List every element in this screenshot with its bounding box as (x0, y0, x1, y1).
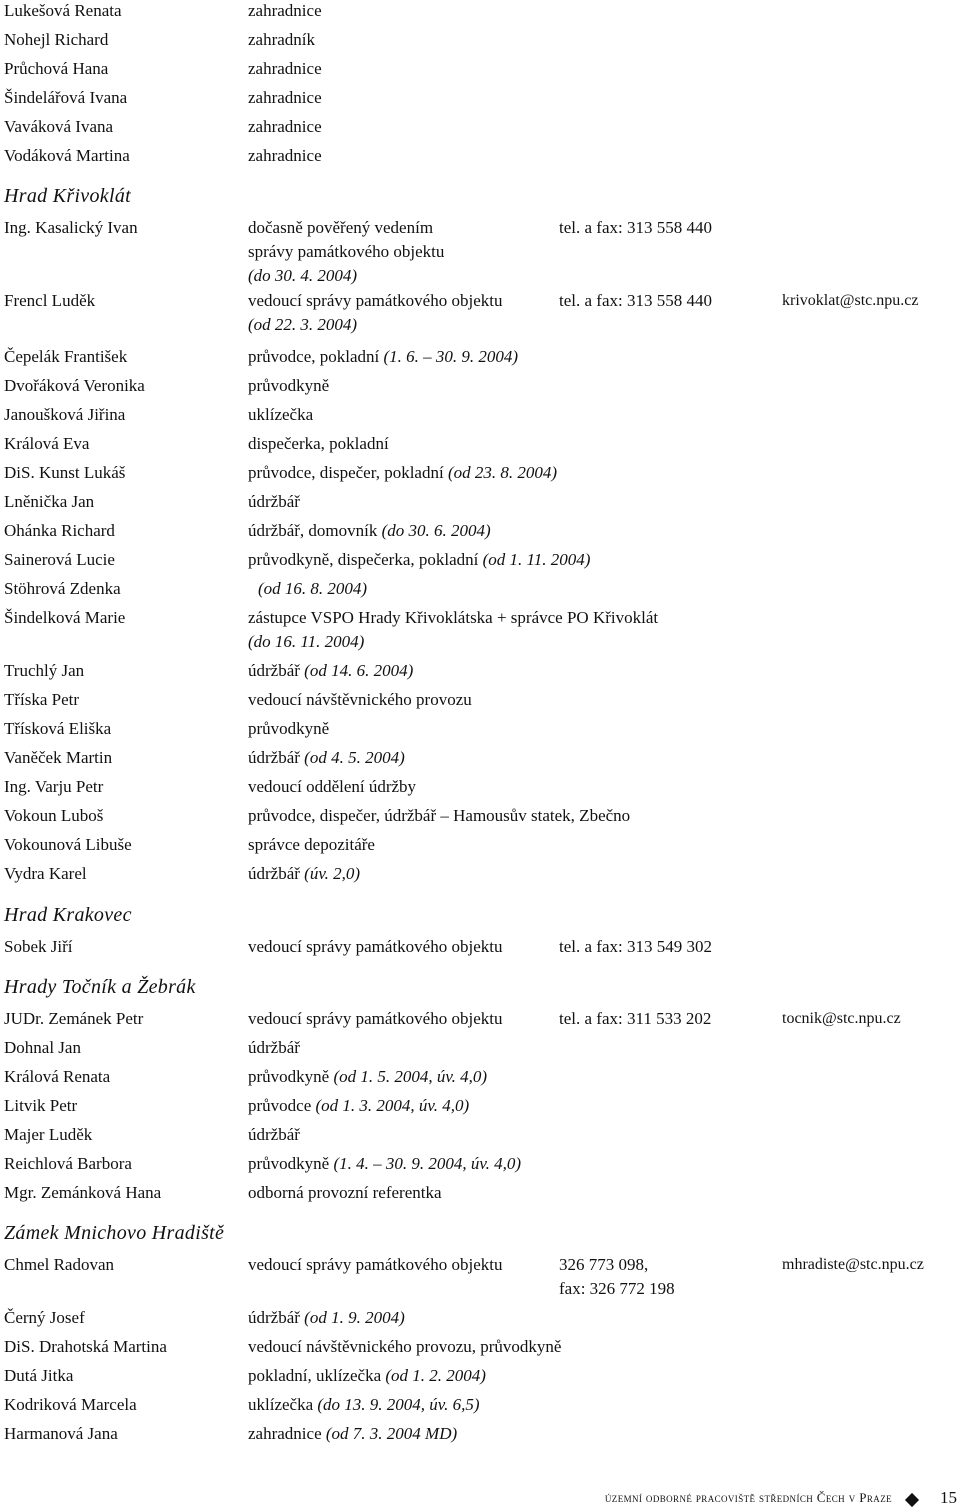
staff-name: Vodáková Martina (4, 146, 130, 165)
staff-name: Ing. Varju Petr (4, 777, 104, 796)
staff-note: (1. 4. – 30. 9. 2004, úv. 4,0) (333, 1154, 522, 1173)
staff-note: (od 1. 3. 2004, úv. 4,0) (315, 1096, 470, 1115)
staff-name: Králová Eva (4, 434, 90, 453)
staff-phone (559, 1254, 675, 1300)
staff-phone (559, 1008, 711, 1030)
staff-name: Dvořáková Veronika (4, 376, 145, 395)
staff-name: Dohnal Jan (4, 1038, 81, 1057)
staff-role-cell (248, 1423, 457, 1445)
staff-row (0, 0, 960, 22)
staff-row (0, 863, 960, 885)
staff-row (0, 290, 960, 334)
staff-name: Průchová Hana (4, 59, 109, 78)
staff-role: správce depozitáře (248, 835, 375, 854)
staff-role-cell (248, 549, 590, 571)
staff-role: zástupce VSPO Hrady Křivoklátska + správce PO Křivoklát (248, 608, 659, 627)
staff-name: Šindelková Marie (4, 608, 126, 627)
staff-note: (do 16. 11. 2004) (248, 632, 365, 651)
page-number: 15 (940, 1488, 957, 1507)
staff-row (0, 433, 960, 455)
staff-role: průvodkyně (248, 719, 330, 738)
staff-role: pokladní, uklízečka (248, 1366, 382, 1385)
staff-row (0, 660, 960, 682)
staff-role: průvodkyně (248, 376, 330, 395)
staff-name: DiS. Drahotská Martina (4, 1337, 167, 1356)
staff-role: údržbář (248, 661, 300, 680)
staff-role: vedoucí správy památkového objektu (248, 291, 503, 310)
staff-role: zahradnice (248, 1424, 322, 1443)
staff-role: údržbář (248, 492, 300, 511)
staff-role-cell (248, 58, 322, 80)
staff-role-cell (248, 145, 322, 167)
staff-role-cell (248, 1307, 405, 1329)
staff-role: průvodkyně, dispečerka, pokladní (248, 550, 479, 569)
staff-name: Nohejl Richard (4, 30, 109, 49)
staff-role: údržbář (248, 1125, 300, 1144)
staff-row (0, 1182, 960, 1204)
staff-role: odborná provozní referentka (248, 1183, 442, 1202)
staff-role-cell (248, 1153, 521, 1175)
staff-role-cell (248, 607, 658, 653)
staff-role: zahradník (248, 30, 316, 49)
staff-email[interactable]: krivoklat@stc.npu.cz (782, 292, 919, 309)
staff-row (0, 1254, 960, 1298)
staff-name: Mgr. Zemánková Hana (4, 1183, 162, 1202)
staff-row (0, 346, 960, 368)
staff-note: (do 30. 6. 2004) (381, 521, 491, 540)
staff-row (0, 936, 960, 958)
staff-role: údržbář, domovník (248, 521, 378, 540)
staff-note: (1. 6. – 30. 9. 2004) (383, 347, 519, 366)
staff-role-cell (248, 433, 389, 455)
staff-note: (od 16. 8. 2004) (258, 579, 368, 598)
staff-role: průvodkyně (248, 1154, 330, 1173)
staff-name: Lukešová Renata (4, 1, 122, 20)
staff-row (0, 776, 960, 798)
staff-role-cell (248, 375, 329, 397)
staff-role-cell (258, 578, 367, 600)
staff-name: Sainerová Lucie (4, 550, 115, 569)
staff-note: (do 13. 9. 2004, úv. 6,5) (317, 1395, 480, 1414)
staff-row (0, 834, 960, 856)
staff-note: (od 1. 11. 2004) (482, 550, 591, 569)
staff-name: Stöhrová Zdenka (4, 579, 121, 598)
staff-note: (od 1. 2. 2004) (385, 1366, 486, 1385)
staff-role-cell (248, 1066, 487, 1088)
staff-note: (od 14. 6. 2004) (304, 661, 414, 680)
phone-number: tel. a fax: 311 533 202 (559, 1009, 712, 1028)
staff-row (0, 375, 960, 397)
staff-role: průvodkyně (248, 1067, 330, 1086)
staff-name: Sobek Jiří (4, 937, 73, 956)
staff-note: (do 30. 4. 2004) (248, 266, 358, 285)
staff-name: JUDr. Zemánek Petr (4, 1009, 144, 1028)
staff-name: Ohánka Richard (4, 521, 115, 540)
staff-row (0, 404, 960, 426)
staff-name: Litvik Petr (4, 1096, 78, 1115)
staff-row (0, 462, 960, 484)
staff-name: Vokoun Luboš (4, 806, 104, 825)
staff-name: Majer Luděk (4, 1125, 93, 1144)
staff-role-cell (248, 0, 322, 22)
staff-phone (559, 290, 712, 312)
staff-name: Kodriková Marcela (4, 1395, 137, 1414)
staff-row (0, 747, 960, 769)
section-heading: Hrady Točník a Žebrák (4, 976, 196, 998)
staff-role: zahradnice (248, 1, 322, 20)
staff-name: Harmanová Jana (4, 1424, 118, 1443)
staff-row (0, 718, 960, 740)
staff-note: (od 23. 8. 2004) (447, 463, 558, 482)
section-heading: Zámek Mnichovo Hradiště (4, 1222, 225, 1244)
staff-name: Vydra Karel (4, 864, 87, 883)
staff-note: (úv. 2,0) (304, 864, 361, 883)
staff-name: Ing. Kasalický Ivan (4, 218, 138, 237)
staff-name: Frencl Luděk (4, 291, 96, 310)
staff-row (0, 578, 960, 600)
staff-role-cell (248, 462, 557, 484)
staff-role-cell (248, 718, 329, 740)
staff-role: vedoucí správy památkového objektu (248, 937, 503, 956)
staff-name: Lněnička Jan (4, 492, 95, 511)
section-heading: Hrad Křivoklát (4, 185, 131, 207)
staff-role-cell (248, 689, 472, 711)
staff-role: průvodce, dispečer, údržbář – Hamousův statek, Zbečno (248, 806, 631, 825)
staff-role-cell (248, 805, 630, 827)
staff-role-cell (248, 520, 491, 542)
staff-role-continued: správy památkového objektu (248, 242, 445, 261)
staff-role: údržbář (248, 1308, 300, 1327)
staff-role-cell (248, 1365, 486, 1387)
staff-row (0, 491, 960, 513)
staff-role-cell (248, 863, 360, 885)
staff-row (0, 1307, 960, 1329)
staff-role: uklízečka (248, 405, 314, 424)
staff-row (0, 1008, 960, 1030)
staff-role-cell (248, 1394, 480, 1416)
staff-name: Truchlý Jan (4, 661, 85, 680)
staff-role-cell (248, 116, 322, 138)
staff-name: Černý Josef (4, 1308, 85, 1327)
staff-phone (559, 936, 712, 958)
staff-role-cell (248, 491, 300, 513)
staff-name: Šindelářová Ivana (4, 88, 128, 107)
staff-role: vedoucí správy památkového objektu (248, 1255, 503, 1274)
staff-row (0, 1124, 960, 1146)
staff-role: uklízečka (248, 1395, 314, 1414)
staff-role-cell (248, 217, 444, 287)
staff-row (0, 58, 960, 80)
staff-role-cell (248, 1182, 442, 1204)
diamond-bullet-icon (905, 1493, 919, 1507)
staff-row (0, 1336, 960, 1358)
staff-name: Chmel Radovan (4, 1255, 115, 1274)
staff-role-cell (248, 776, 416, 798)
staff-note: (od 1. 9. 2004) (304, 1308, 405, 1327)
staff-email[interactable]: tocnik@stc.npu.cz (782, 1010, 901, 1027)
staff-note: (od 1. 5. 2004, úv. 4,0) (333, 1067, 488, 1086)
staff-role-cell (248, 29, 315, 51)
staff-row (0, 87, 960, 109)
phone-number: tel. a fax: 313 558 440 (559, 218, 712, 237)
staff-role: průvodce (248, 1096, 312, 1115)
staff-name: Vaváková Ivana (4, 117, 114, 136)
staff-name: Vokounová Libuše (4, 835, 132, 854)
phone-number: tel. a fax: 313 549 302 (559, 937, 712, 956)
staff-row (0, 805, 960, 827)
staff-role: zahradnice (248, 146, 322, 165)
staff-role-cell (248, 1008, 502, 1030)
staff-role-cell (248, 1037, 300, 1059)
staff-row (0, 29, 960, 51)
staff-name: Čepelák František (4, 347, 128, 366)
staff-role-cell (248, 936, 502, 958)
staff-role-cell (248, 834, 375, 856)
staff-name: Vaněček Martin (4, 748, 113, 767)
staff-role: dispečerka, pokladní (248, 434, 389, 453)
staff-name: Králová Renata (4, 1067, 111, 1086)
staff-row (0, 1095, 960, 1117)
staff-row (0, 689, 960, 711)
staff-role: údržbář (248, 864, 300, 883)
staff-row (0, 1394, 960, 1416)
staff-email[interactable]: mhradiste@stc.npu.cz (782, 1256, 924, 1273)
staff-row (0, 1037, 960, 1059)
staff-name: Janoušková Jiřina (4, 405, 126, 424)
staff-role: průvodce, pokladní (248, 347, 380, 366)
section-heading: Hrad Krakovec (4, 904, 132, 926)
staff-role: vedoucí návštěvnického provozu, průvodkyně (248, 1337, 562, 1356)
footer-institution-text: územní odborné pracoviště středních Čech v Praze (604, 1490, 892, 1505)
fax-number: fax: 326 772 198 (559, 1279, 675, 1298)
staff-role: vedoucí návštěvnického provozu (248, 690, 472, 709)
staff-role: vedoucí oddělení údržby (248, 777, 417, 796)
phone-number: 326 773 098, (559, 1255, 649, 1274)
staff-phone (559, 217, 712, 239)
phone-number: tel. a fax: 313 558 440 (559, 291, 712, 310)
staff-role-cell (248, 346, 518, 368)
staff-row (0, 549, 960, 571)
staff-role: zahradnice (248, 59, 322, 78)
staff-row (0, 1066, 960, 1088)
staff-row (0, 1153, 960, 1175)
page-footer (0, 1488, 960, 1512)
staff-row (0, 116, 960, 138)
staff-row (0, 145, 960, 167)
staff-role-cell (248, 1124, 300, 1146)
staff-row (0, 607, 960, 651)
staff-name: Dutá Jitka (4, 1366, 74, 1385)
staff-note: (od 7. 3. 2004 MD) (325, 1424, 458, 1443)
staff-role-cell (248, 747, 405, 769)
staff-note: (od 4. 5. 2004) (304, 748, 405, 767)
staff-role-cell (248, 660, 413, 682)
staff-role-cell (248, 87, 322, 109)
staff-role: průvodce, dispečer, pokladní (248, 463, 444, 482)
staff-name: Třísková Eliška (4, 719, 112, 738)
staff-row (0, 217, 960, 285)
staff-name: Reichlová Barbora (4, 1154, 132, 1173)
staff-name: Tříska Petr (4, 690, 80, 709)
staff-role: zahradnice (248, 117, 322, 136)
staff-role-cell (248, 290, 502, 336)
staff-role: údržbář (248, 1038, 300, 1057)
staff-role: zahradnice (248, 88, 322, 107)
staff-role: údržbář (248, 748, 300, 767)
staff-role-cell (248, 1095, 469, 1117)
staff-role: dočasně pověřený vedením (248, 218, 434, 237)
staff-row (0, 1423, 960, 1445)
staff-role-cell (248, 1254, 502, 1276)
staff-row (0, 520, 960, 542)
staff-role-cell (248, 404, 313, 426)
staff-role-cell (248, 1336, 561, 1358)
staff-role: vedoucí správy památkového objektu (248, 1009, 503, 1028)
staff-name: DiS. Kunst Lukáš (4, 463, 126, 482)
staff-note: (od 22. 3. 2004) (248, 315, 358, 334)
staff-row (0, 1365, 960, 1387)
